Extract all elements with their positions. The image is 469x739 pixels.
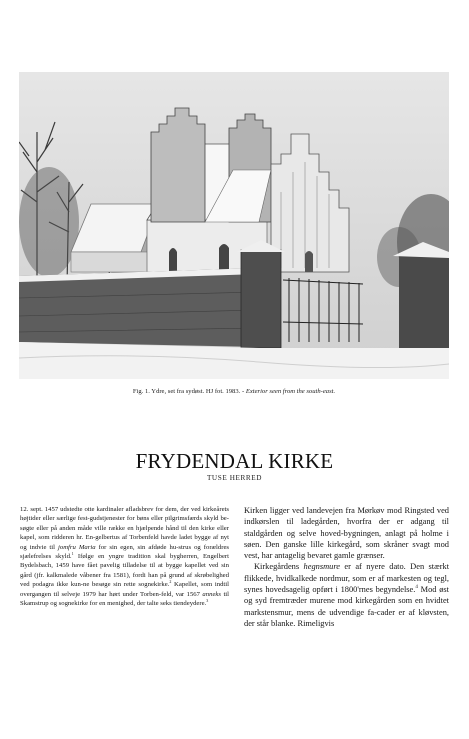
right-text-column (244, 505, 449, 629)
footnote-ref: 3 (206, 597, 209, 603)
text-run: Kapellet, som indtil overgangen til selveje 1979 har hørt under Torben-feld, var 1567 (20, 581, 230, 598)
text-run: Kirkegårdens (254, 562, 300, 572)
page-subtitle: TUSE HERRED (206, 474, 263, 482)
italic-text: hegnsmure (303, 562, 340, 572)
italic-text: anneks (202, 590, 221, 598)
italic-text: jomfru Maria (58, 543, 96, 551)
right-paragraph-2 (244, 561, 449, 629)
right-paragraph-1: Kirken ligger ved landevejen fra Mørkøv mod Ringsted ved indkørslen til ladegården, hvorfra der er adgang til staldgården og selve hoved-bygningen, anlagt på holme i søen. Den ganske lille kirkegård, som skråner svagt mod vest, har antagelig bevaret gamle grænser. (244, 506, 449, 561)
left-text-column (20, 505, 229, 608)
text-run: er af nyere dato. Den stærkt flikkede, hvidkalkede nordmur, som er af markesten og tegl, synes hovedsagelig opført i 1800'rnes begyndelse. (244, 562, 450, 595)
footnote-ref: 1 (71, 550, 74, 556)
footnote-ref: 4 (415, 585, 418, 591)
text-run: for sin egen, sin afdøde hu-strus og forældres sjælefrelses skyld. (20, 543, 230, 561)
footnote-ref: 2 (169, 579, 172, 585)
caption-english: Exterior seen from the south-east. (245, 388, 336, 395)
caption-danish: Fig. 1. Ydre, set fra sydøst. HJ fot. 1983. - (132, 388, 245, 395)
text-run: til Skamstrup og sognekirke for en menighed, der talte seks tiendeydere. (20, 590, 230, 608)
church-exterior-image (19, 72, 449, 379)
page-title: FRYDENDAL KIRKE (135, 449, 334, 473)
text-run: 12. sept. 1457 udstedte otte kardinaler afladsbrev for dem, der ved kirkeårets højtider eller særlige fest-gudstjenester for bøns eller pilgrimsfærds skyld be-søgte eller på anden måde ville række en hjælpende hånd til den kirke eller kapel, som ridderen hr. En-gelbertus af Torbenfeld havde ladet bygge af nyt og indvie til (20, 506, 229, 551)
text-run: Mod øst og syd fremtræder murene mod kirkegården som en hvidtet markstensmur, mens de udvendige fa-cader er af kløvsten, der står blanke. Rimeligvis (244, 585, 449, 628)
figure-caption (19, 387, 449, 396)
text-run: Ifølge en yngre tradition skal bygherren, Engelbert Bydelsbach, 1459 have fået pavelig tilladelse til at bygge kapellet ved sin gård (jfr. kalkmalede våbener fra 1581), fordi han på grund af skrøbelighed ved podagra ikke kun-ne besøge sin rette sognekirke. (20, 553, 230, 589)
church-photograph (19, 72, 449, 379)
left-paragraph (20, 505, 229, 608)
